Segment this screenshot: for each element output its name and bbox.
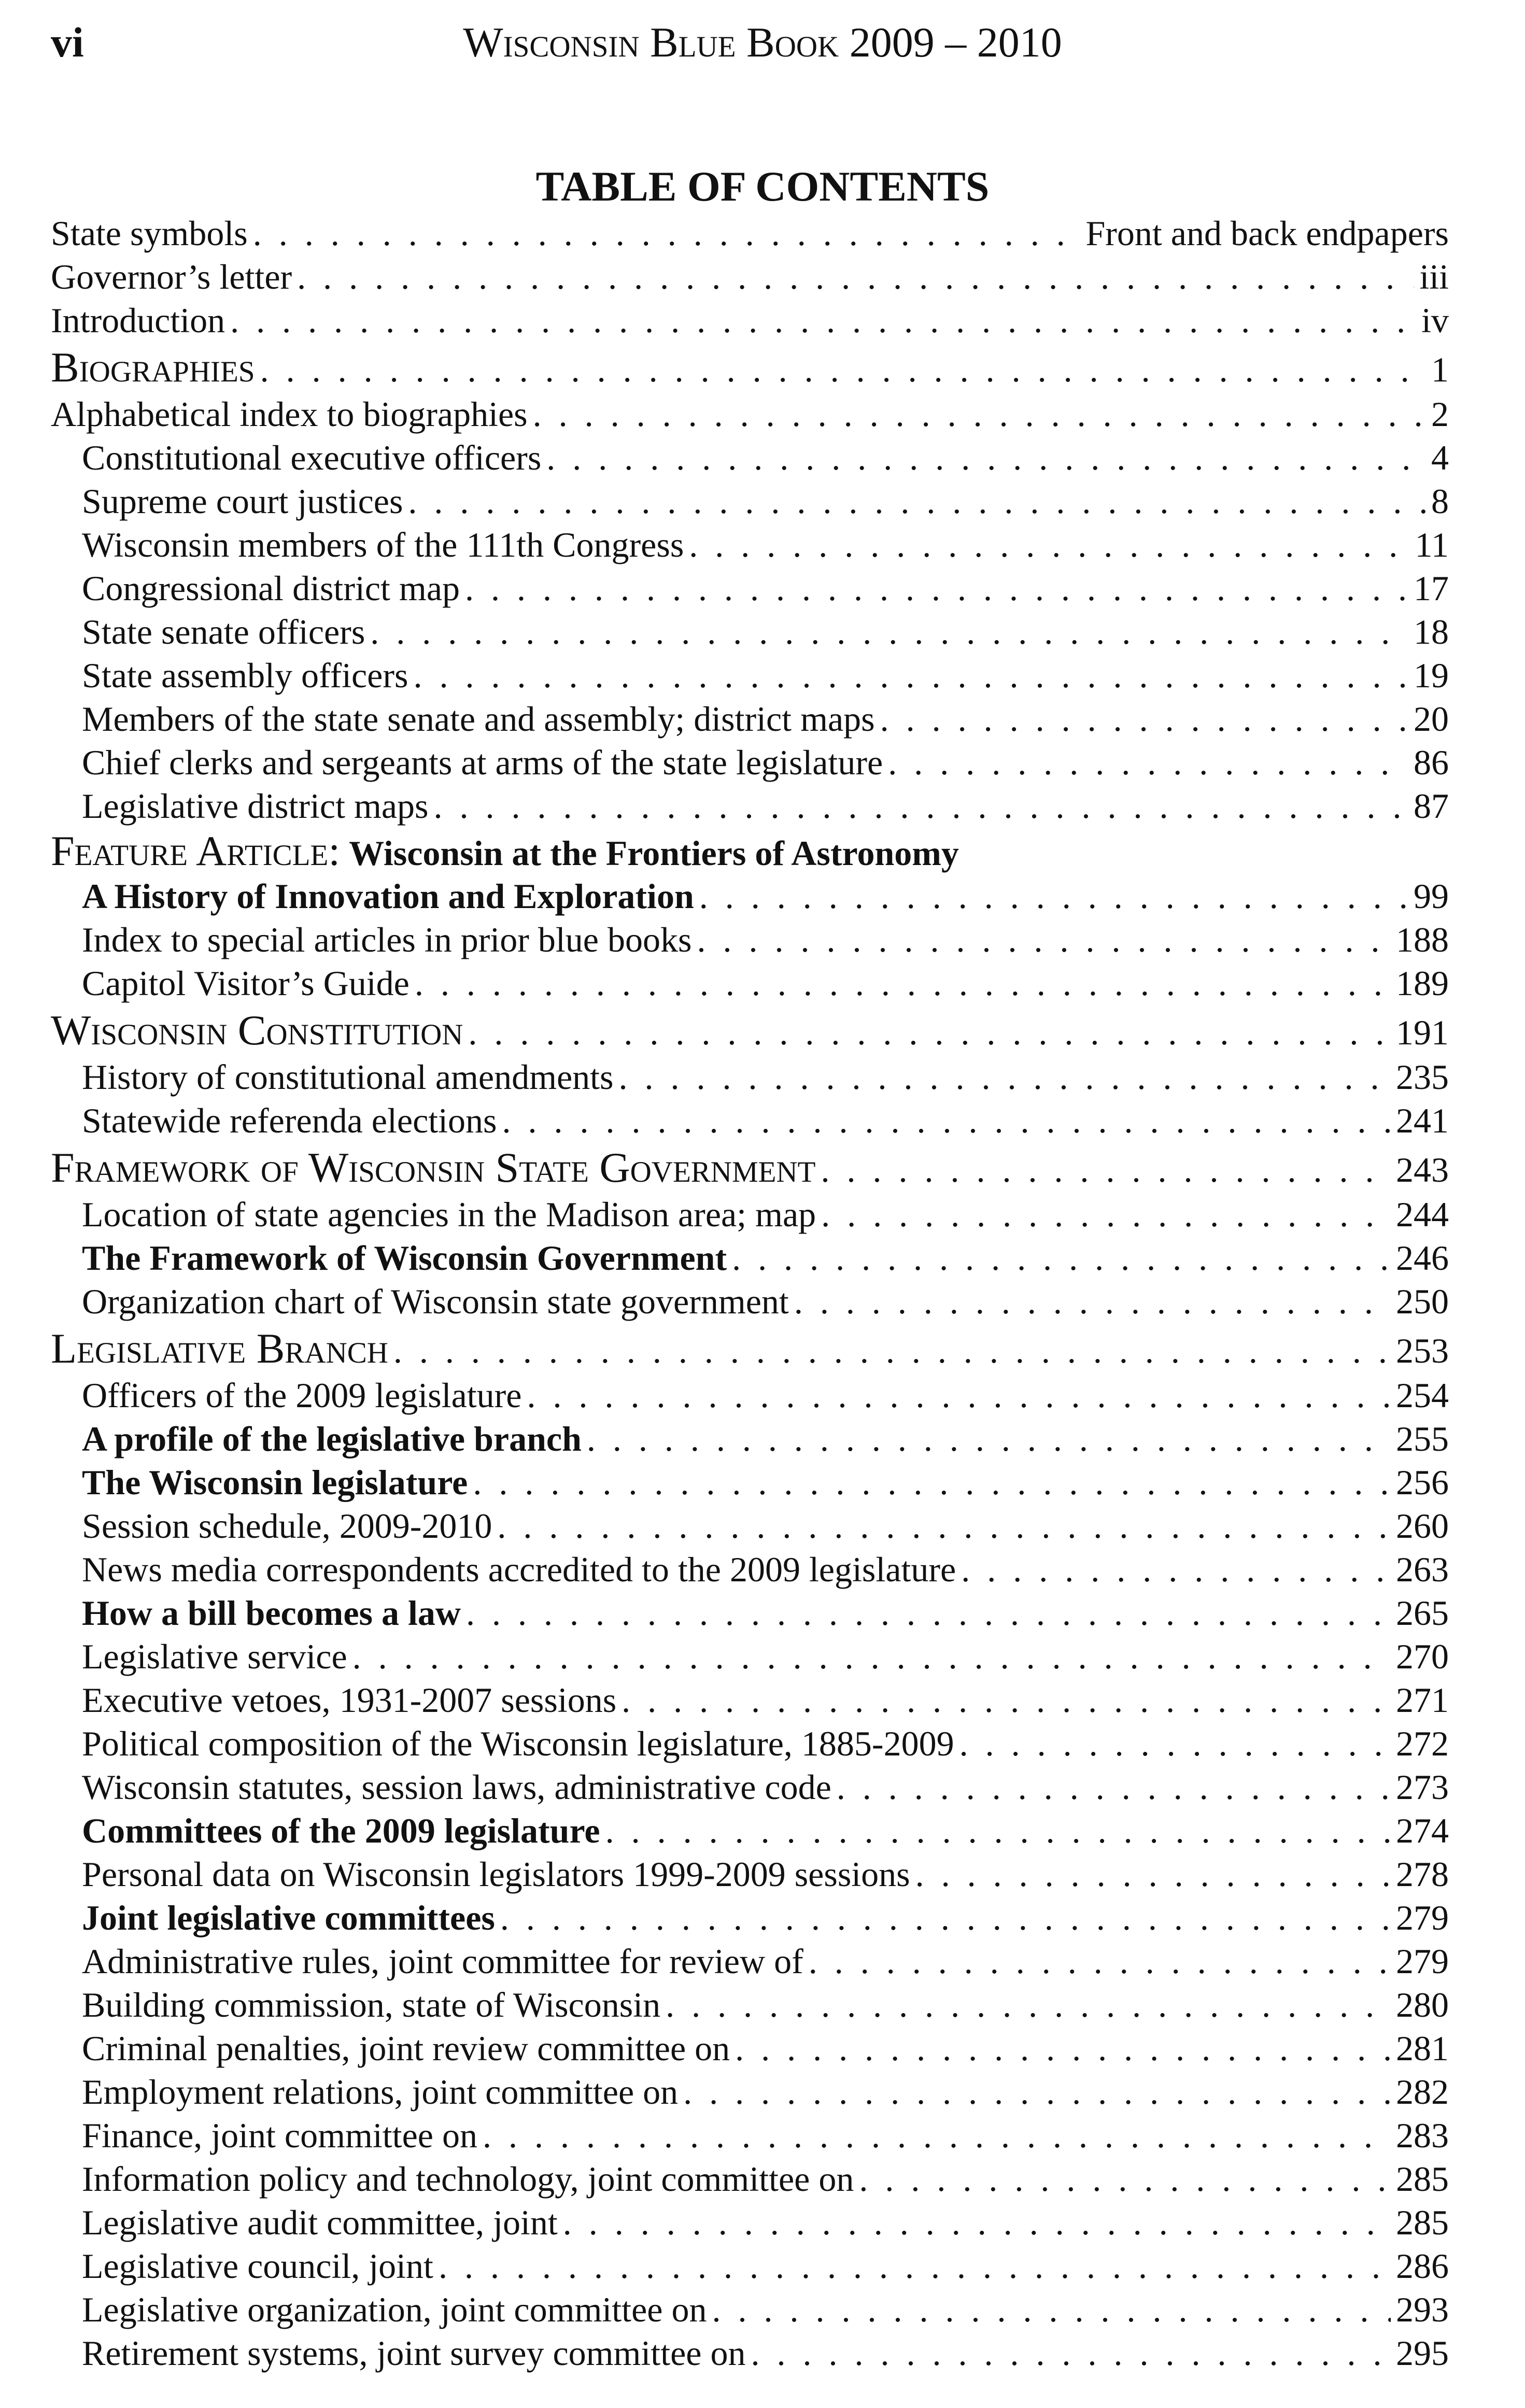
toc-entry[interactable]: [51, 961, 1449, 1005]
toc-entry[interactable]: [51, 566, 1449, 610]
toc-entry[interactable]: [51, 211, 1449, 255]
toc-entry-label: Executive vetoes, 1931-2007 sessions: [82, 1680, 617, 1720]
toc-entry-page: 278: [1396, 1854, 1449, 1894]
feature-article-prefix: Feature Article:: [51, 828, 341, 874]
dot-leader: [732, 1236, 1391, 1280]
dot-leader: [483, 2114, 1391, 2157]
toc-entry-page: 241: [1396, 1101, 1449, 1140]
toc-entry-page: 189: [1396, 964, 1449, 1003]
toc-entry-label: Chief clerks and sergeants at arms of the state legislature: [82, 743, 883, 782]
toc-entry[interactable]: [51, 1099, 1449, 1142]
toc-entry[interactable]: [51, 784, 1449, 828]
toc-entry[interactable]: [51, 1939, 1449, 1983]
toc-entry[interactable]: [51, 2027, 1449, 2070]
dot-leader: [619, 1055, 1391, 1099]
dot-leader: [915, 1852, 1391, 1896]
toc-entry-label: Wisconsin Constitution: [51, 1007, 463, 1054]
dot-leader: [712, 2288, 1391, 2331]
toc-entry-label: Criminal penalties, joint review committee on: [82, 2029, 730, 2068]
dot-leader: [393, 1326, 1391, 1373]
dot-leader: [809, 1939, 1391, 1983]
toc-entry-page: 254: [1396, 1376, 1449, 1415]
toc-entry-page: 99: [1414, 876, 1449, 916]
dot-leader: [697, 918, 1391, 961]
toc-entry-label: Wisconsin statutes, session laws, administrative code: [82, 1767, 831, 1807]
toc-entry-label: Alphabetical index to biographies: [51, 394, 528, 434]
toc-entry-label: State senate officers: [82, 612, 365, 651]
toc-entry[interactable]: [51, 918, 1449, 961]
dot-leader: [466, 1591, 1391, 1635]
toc-entry[interactable]: [51, 2201, 1449, 2244]
toc-entry-label: Introduction: [51, 301, 225, 340]
toc-entry-label: How a bill becomes a law: [82, 1593, 461, 1633]
toc-entry-page: 274: [1396, 1811, 1449, 1850]
toc-entry[interactable]: [51, 1765, 1449, 1809]
toc-entry-label: Statewide referenda elections: [82, 1101, 497, 1140]
feature-article-heading: [51, 828, 1449, 874]
toc-entry-page: 246: [1396, 1238, 1449, 1278]
toc-entry[interactable]: [51, 1461, 1449, 1504]
toc-entry-label: Legislative audit committee, joint: [82, 2203, 558, 2242]
toc-entry[interactable]: [51, 1504, 1449, 1548]
toc-entry-page: 279: [1396, 1942, 1449, 1981]
running-header: Wisconsin Blue Book 2009 – 2010: [463, 19, 1062, 66]
toc-entry-label: Legislative council, joint: [82, 2246, 433, 2286]
toc-entry[interactable]: [51, 1896, 1449, 1939]
toc-entry-label: Governor’s letter: [51, 257, 292, 296]
toc-entry-label: Officers of the 2009 legislature: [82, 1376, 522, 1415]
toc-entry-page: 286: [1396, 2246, 1449, 2286]
dot-leader: [253, 211, 1081, 255]
dot-leader: [502, 1099, 1391, 1142]
toc-entry-page: 18: [1414, 612, 1449, 651]
toc-entry-page: 191: [1396, 1013, 1449, 1052]
toc-entry-label: Employment relations, joint committee on: [82, 2072, 679, 2112]
toc-entry-label: A profile of the legislative branch: [82, 1419, 582, 1458]
toc-entry[interactable]: [51, 1373, 1449, 1417]
toc-entry[interactable]: [51, 1236, 1449, 1280]
toc-entry-page: 4: [1431, 438, 1449, 477]
toc-entry[interactable]: [51, 1417, 1449, 1461]
toc-entry[interactable]: [51, 436, 1449, 479]
toc-entry-label: History of constitutional amendments: [82, 1057, 614, 1097]
toc-entry[interactable]: [51, 2331, 1449, 2375]
toc-entry-page: 265: [1396, 1593, 1449, 1633]
dot-leader: [352, 1635, 1391, 1678]
toc-entry[interactable]: [51, 697, 1449, 741]
toc-entry-page: 253: [1396, 1331, 1449, 1370]
toc-entry-page: iv: [1421, 301, 1449, 340]
dot-leader: [587, 1417, 1391, 1461]
toc-entry-label: The Wisconsin legislature: [82, 1463, 468, 1502]
dot-leader: [880, 697, 1408, 741]
toc-title: TABLE OF CONTENTS: [535, 163, 990, 210]
toc-entry[interactable]: [51, 1005, 1449, 1055]
toc-entry-label: Legislative district maps: [82, 786, 429, 826]
toc-entry[interactable]: [51, 1809, 1449, 1852]
dot-leader: [230, 299, 1416, 342]
toc-entry-label: Capitol Visitor’s Guide: [82, 964, 410, 1003]
toc-entry-page: 86: [1414, 743, 1449, 782]
toc-entry[interactable]: [51, 2244, 1449, 2288]
toc-entry-label: Finance, joint committee on: [82, 2116, 477, 2155]
dot-leader: [370, 610, 1408, 654]
toc-entry[interactable]: [51, 874, 1449, 918]
dot-leader: [683, 2070, 1391, 2114]
toc-entry-page: 273: [1396, 1767, 1449, 1807]
toc-entry-page: 283: [1396, 2116, 1449, 2155]
dot-leader: [546, 436, 1426, 479]
toc-entry[interactable]: [51, 523, 1449, 566]
toc-entry[interactable]: [51, 479, 1449, 523]
toc-entry-page: 11: [1415, 525, 1449, 564]
toc-entry-page: 87: [1414, 786, 1449, 826]
toc-entry-page: 260: [1396, 1506, 1449, 1546]
toc-entry-label: Personal data on Wisconsin legislators 1999-2009 sessions: [82, 1854, 910, 1894]
toc-entry-label: Biographies: [51, 344, 255, 391]
toc-entry-label: Congressional district map: [82, 569, 460, 608]
dot-leader: [794, 1280, 1391, 1323]
dot-leader: [408, 479, 1426, 523]
dot-leader: [527, 1373, 1391, 1417]
dot-leader: [413, 654, 1408, 697]
toc-entry[interactable]: [51, 741, 1449, 784]
toc-entry-page: 1: [1431, 350, 1449, 389]
toc-entry-label: Administrative rules, joint committee for review of: [82, 1942, 803, 1981]
toc-entry-page: 293: [1396, 2290, 1449, 2329]
toc-entry-label: Organization chart of Wisconsin state government: [82, 1282, 789, 1321]
toc-entry-page: 235: [1396, 1057, 1449, 1097]
dot-leader: [563, 2201, 1391, 2244]
toc-entry[interactable]: [51, 2288, 1449, 2331]
dot-leader: [297, 255, 1414, 299]
toc-entry[interactable]: [51, 2070, 1449, 2114]
dot-leader: [465, 566, 1408, 610]
toc-entry[interactable]: [51, 654, 1449, 697]
toc-entry[interactable]: [51, 1722, 1449, 1765]
toc-entry[interactable]: [51, 1323, 1449, 1373]
toc-entry-page: 20: [1414, 699, 1449, 739]
toc-entry-page: iii: [1419, 257, 1449, 296]
toc-entry[interactable]: [51, 1678, 1449, 1722]
toc-entry[interactable]: [51, 1142, 1449, 1193]
toc-entry[interactable]: [51, 1193, 1449, 1236]
dot-leader: [961, 1548, 1391, 1591]
toc-entry-label: Information policy and technology, joint committee on: [82, 2159, 854, 2199]
toc-entry[interactable]: [51, 392, 1449, 436]
toc-entry-page: 17: [1414, 569, 1449, 608]
toc-entry-page: 255: [1396, 1419, 1449, 1458]
toc-entry[interactable]: [51, 1055, 1449, 1099]
toc-entry[interactable]: [51, 1983, 1449, 2027]
toc-entry[interactable]: [51, 1280, 1449, 1323]
dot-leader: [473, 1461, 1391, 1504]
toc-entry[interactable]: [51, 2157, 1449, 2201]
dot-leader: [415, 961, 1391, 1005]
toc-entry-label: Supreme court justices: [82, 481, 403, 521]
dot-leader: [605, 1809, 1391, 1852]
toc-entry-page: 243: [1396, 1150, 1449, 1189]
toc-entry-page: 2: [1431, 394, 1449, 434]
toc-entry-label: Legislative Branch: [51, 1325, 388, 1372]
toc-entry-label: Members of the state senate and assembly; district maps: [82, 699, 875, 739]
toc-entry-label: Joint legislative committees: [82, 1898, 495, 1937]
toc-entry[interactable]: [51, 1548, 1449, 1591]
dot-leader: [434, 784, 1408, 828]
toc-entry-page: 285: [1396, 2203, 1449, 2242]
toc-entry-page: 271: [1396, 1680, 1449, 1720]
toc-entry-page: 285: [1396, 2159, 1449, 2199]
dot-leader: [888, 741, 1408, 784]
toc-entry-label: Legislative organization, joint committee on: [82, 2290, 707, 2329]
dot-leader: [699, 874, 1408, 918]
toc-entry[interactable]: [51, 342, 1449, 392]
dot-leader: [821, 1193, 1391, 1236]
toc-entry-label: Framework of Wisconsin State Government: [51, 1144, 816, 1191]
toc-entry-page: 282: [1396, 2072, 1449, 2112]
toc-entry-page: 295: [1396, 2333, 1449, 2373]
dot-leader: [622, 1678, 1391, 1722]
dot-leader: [468, 1008, 1391, 1055]
feature-article-title: Wisconsin at the Frontiers of Astronomy: [349, 833, 959, 873]
toc-entry-page: 270: [1396, 1637, 1449, 1676]
dot-leader: [735, 2027, 1391, 2070]
toc-entry-label: Session schedule, 2009-2010: [82, 1506, 492, 1546]
dot-leader: [666, 1983, 1391, 2027]
toc-entry-label: Building commission, state of Wisconsin: [82, 1985, 661, 2024]
dot-leader: [959, 1722, 1391, 1765]
toc-entry-label: Retirement systems, joint survey committee on: [82, 2333, 746, 2373]
toc-entry[interactable]: [51, 1852, 1449, 1896]
dot-leader: [821, 1145, 1391, 1193]
toc-entry-page: 250: [1396, 1282, 1449, 1321]
toc-entry-page: Front and back endpapers: [1085, 214, 1449, 253]
dot-leader: [533, 392, 1426, 436]
toc-entry-label: Legislative service: [82, 1637, 347, 1676]
toc-entry[interactable]: [51, 2114, 1449, 2157]
toc-entry[interactable]: [51, 299, 1449, 342]
dot-leader: [260, 345, 1426, 392]
toc-entry-label: State assembly officers: [82, 656, 408, 695]
dot-leader: [500, 1896, 1391, 1939]
toc-entry[interactable]: [51, 1635, 1449, 1678]
dot-leader: [497, 1504, 1391, 1548]
toc-entry-page: 279: [1396, 1898, 1449, 1937]
dot-leader: [837, 1765, 1391, 1809]
toc-entry[interactable]: [51, 255, 1449, 299]
toc-entry[interactable]: [51, 1591, 1449, 1635]
toc-entry-label: The Framework of Wisconsin Government: [82, 1238, 727, 1278]
toc-entry-label: Location of state agencies in the Madison area; map: [82, 1195, 816, 1234]
toc-entry-label: A History of Innovation and Exploration: [82, 876, 694, 916]
toc-entry-label: Wisconsin members of the 111th Congress: [82, 525, 684, 564]
toc-entry-page: 256: [1396, 1463, 1449, 1502]
toc-entry-label: Index to special articles in prior blue books: [82, 920, 692, 959]
page-number: vi: [51, 19, 84, 66]
table-of-contents: [51, 211, 1449, 2375]
toc-entry-page: 244: [1396, 1195, 1449, 1234]
dot-leader: [859, 2157, 1391, 2201]
toc-entry-label: Political composition of the Wisconsin legislature, 1885-2009: [82, 1724, 954, 1763]
toc-entry-label: State symbols: [51, 214, 248, 253]
toc-entry-page: 272: [1396, 1724, 1449, 1763]
toc-entry-label: News media correspondents accredited to the 2009 legislature: [82, 1550, 956, 1589]
toc-entry-label: Committees of the 2009 legislature: [82, 1811, 600, 1850]
toc-entry-page: 263: [1396, 1550, 1449, 1589]
toc-entry[interactable]: [51, 610, 1449, 654]
toc-entry-page: 8: [1431, 481, 1449, 521]
toc-entry-label: Constitutional executive officers: [82, 438, 542, 477]
dot-leader: [439, 2244, 1391, 2288]
toc-entry-page: 280: [1396, 1985, 1449, 2024]
dot-leader: [689, 523, 1409, 566]
toc-entry-page: 188: [1396, 920, 1449, 959]
toc-entry-page: 281: [1396, 2029, 1449, 2068]
dot-leader: [751, 2331, 1391, 2375]
toc-entry-page: 19: [1414, 656, 1449, 695]
